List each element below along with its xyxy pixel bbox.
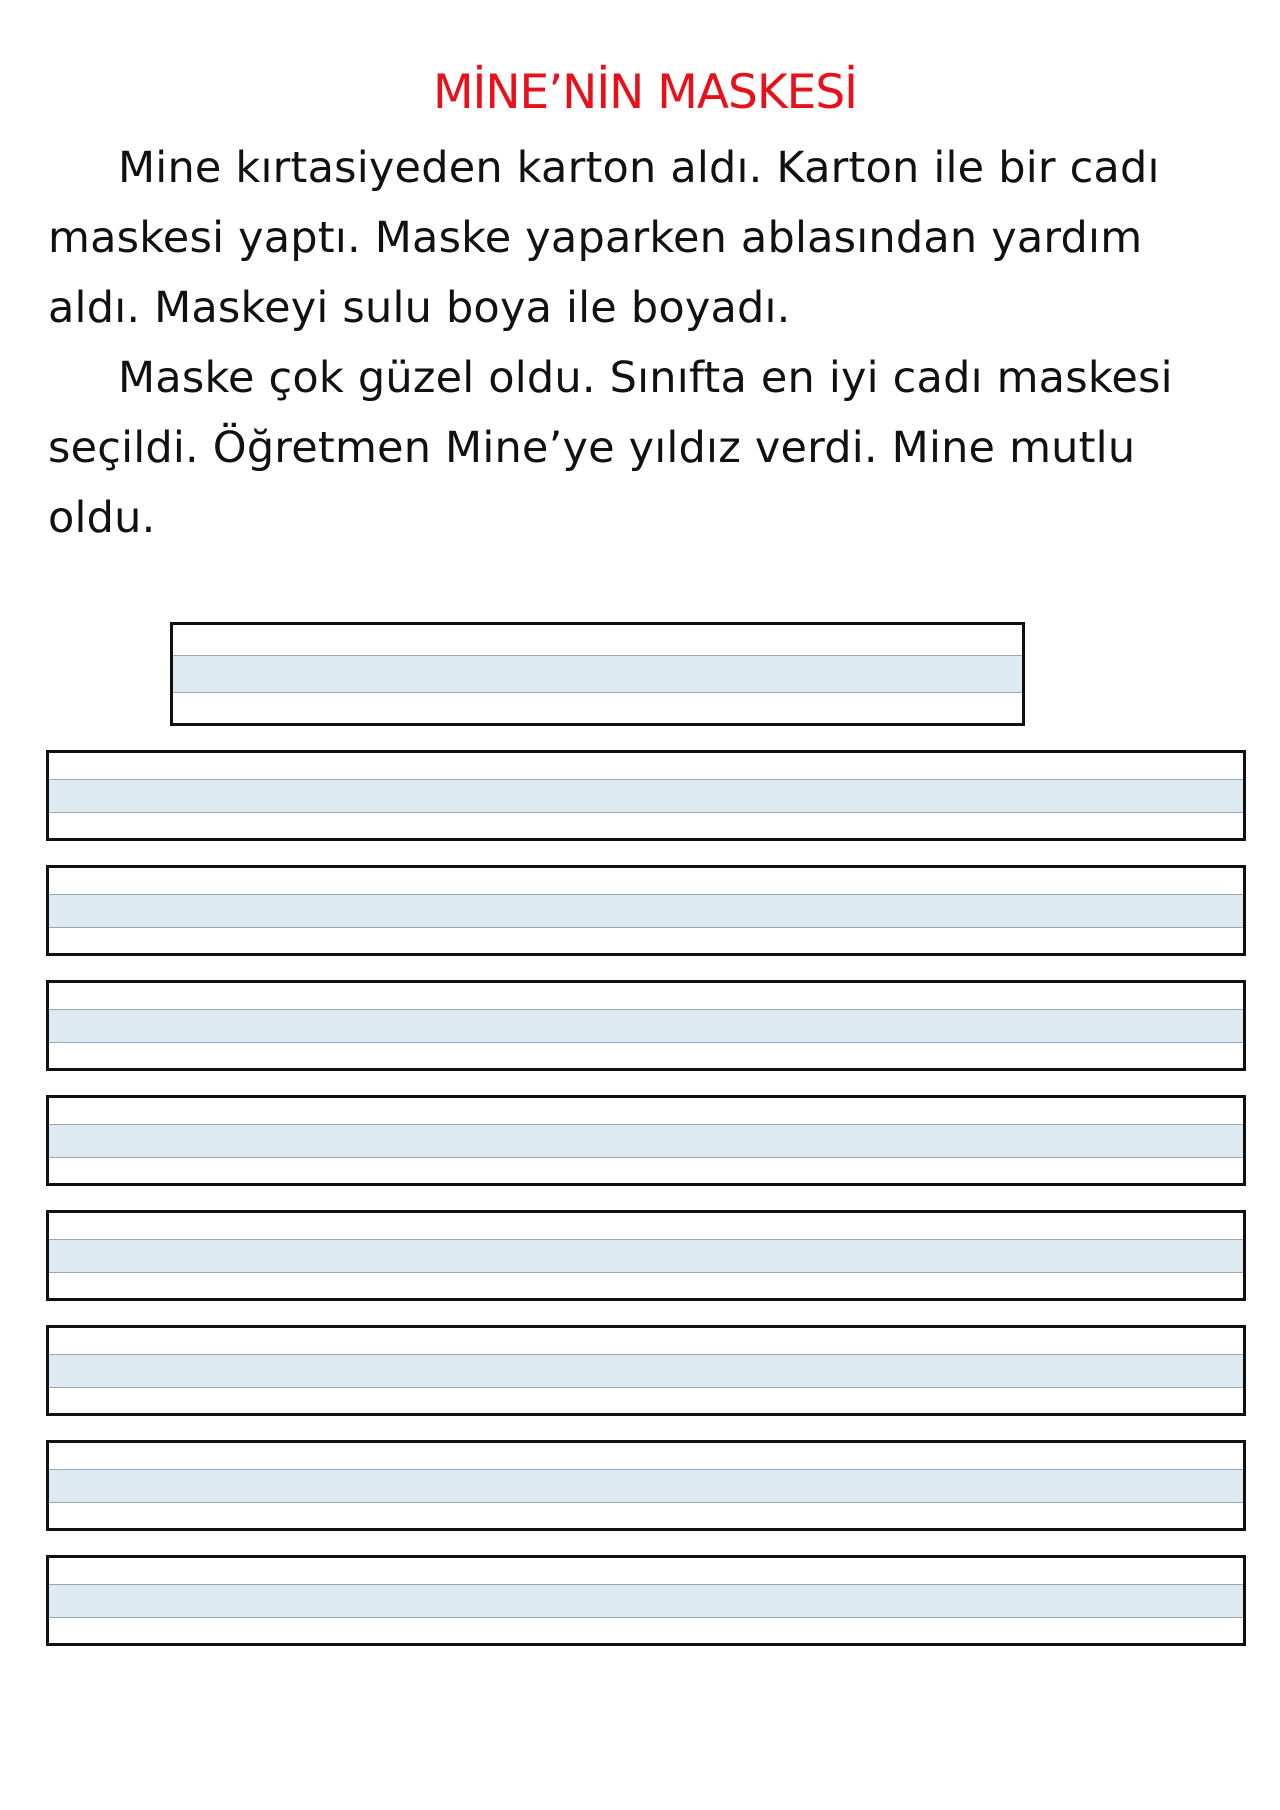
writing-guide-band: [49, 894, 1243, 928]
writing-guide-band: [49, 1354, 1243, 1388]
title-writing-line[interactable]: [170, 622, 1025, 726]
writing-line-4[interactable]: [46, 1095, 1246, 1186]
story-paragraph-2: [48, 343, 1248, 553]
story-line: Mine kırtasiyeden karton aldı. Karton ile bir cadı: [118, 143, 1160, 193]
worksheet-title: MİNE’NİN MASKESİ: [432, 65, 858, 120]
story-line: Maske çok güzel oldu. Sınıfta en iyi cadı maskesi: [118, 353, 1173, 403]
writing-guide-band: [49, 1584, 1243, 1618]
writing-guide-band: [49, 1009, 1243, 1043]
writing-guide-band: [49, 1239, 1243, 1273]
story-line: aldı. Maskeyi sulu boya ile boyadı.: [48, 283, 791, 333]
writing-guide-band: [173, 655, 1022, 693]
writing-guide-band: [49, 779, 1243, 813]
story-paragraph-1: [48, 133, 1248, 343]
writing-line-6[interactable]: [46, 1325, 1246, 1416]
story-line: oldu.: [48, 493, 156, 543]
writing-line-1[interactable]: [46, 750, 1246, 841]
writing-line-5[interactable]: [46, 1210, 1246, 1301]
writing-guide-band: [49, 1124, 1243, 1158]
story-line: seçildi. Öğretmen Mine’ye yıldız verdi. Mine mutlu: [48, 423, 1136, 473]
writing-line-2[interactable]: [46, 865, 1246, 956]
writing-line-7[interactable]: [46, 1440, 1246, 1531]
writing-line-8[interactable]: [46, 1555, 1246, 1646]
writing-guide-band: [49, 1469, 1243, 1503]
story-line: maskesi yaptı. Maske yaparken ablasından yardım: [48, 213, 1143, 263]
writing-line-3[interactable]: [46, 980, 1246, 1071]
